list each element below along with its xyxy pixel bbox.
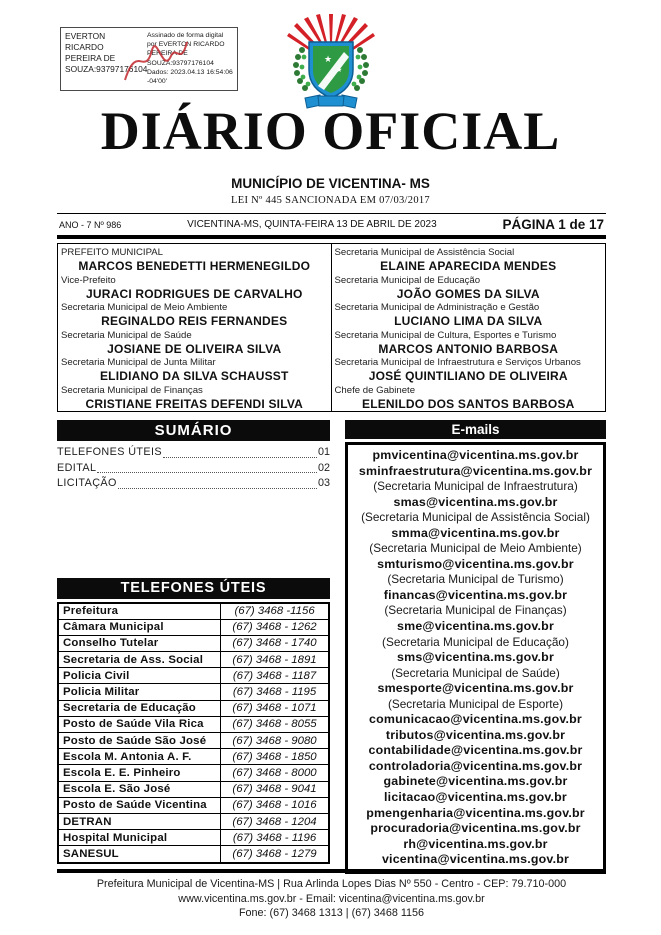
signature-details-text: Assinado de forma digital por EVERTON RICARDO PEREIRA DE SOUZA:93797176104 Dados: 2023.04.13 16:54:06 -04'00' [147,32,233,85]
phone-number: (67) 3468 - 8055 [221,716,329,732]
summary-row [57,476,330,492]
signature-signer-text: EVERTON RICARDO PEREIRA DE SOUZA:93797176104 [65,31,148,74]
municipality-name: MUNICÍPIO DE VICENTINA- MS [231,176,430,191]
summary-label: LICITAÇÃO [57,477,117,489]
summary-dot-leader [97,472,317,473]
phone-entity: Escola E. E. Pinheiro [58,765,221,781]
official-entry [61,274,328,302]
email-line: pmvicentina@vicentina.ms.gov.br [372,448,579,462]
phone-row [58,830,329,846]
summary-dot-leader [163,457,317,458]
email-line: tributos@vicentina.ms.gov.br [385,727,566,742]
phone-entity: Câmara Municipal [58,619,221,635]
email-line: sme@vicentina.ms.gov.br [397,619,554,634]
phone-row [58,668,329,684]
official-name: MARCOS BENEDETTI HERMENEGILDO [78,259,311,273]
phone-number: (67) 3468 - 1740 [221,635,329,651]
phone-entity: SANESUL [58,846,221,863]
phone-entity: Posto de Saúde São José [58,733,221,749]
email-line: (Secretaria Municipal de Esporte) [387,696,564,711]
official-role: Chefe de Gabinete [334,384,416,396]
phone-entity: Policia Civil [58,668,221,684]
main-content [57,420,606,874]
phone-entity: Conselho Tutelar [58,635,221,651]
official-entry [335,246,603,274]
phone-row [58,846,329,863]
phone-entity: DETRAN [58,813,221,829]
phone-entity: Escola M. Antonia A. F. [58,749,221,765]
summary-label: EDITAL [57,461,97,474]
official-role: Secretaria Municipal de Saúde [61,329,192,341]
phone-entity: Secretaria de Educação [58,700,221,716]
email-line: (Secretaria Municipal de Assistência Social) [361,510,590,525]
phones-table [57,602,330,864]
phone-entity: Hospital Municipal [58,830,221,846]
summary-dot-leader [118,488,317,489]
phone-row [58,813,329,829]
email-line: smesporte@vicentina.ms.gov.br [377,681,574,696]
official-entry [61,384,328,412]
phone-number: (67) 3468 - 1196 [221,830,329,846]
official-name: ELIDIANO DA SILVA SCHAUSST [99,369,289,384]
phone-number: (67) 3468 - 1195 [221,684,329,700]
phone-entity: Posto de Saúde Vila Rica [58,716,221,732]
email-line: vicentina@vicentina.ms.gov.br [381,852,570,867]
email-line: sminfraestrutura@vicentina.ms.gov.br [358,463,593,478]
official-name: JOSIANE DE OLIVEIRA SILVA [107,341,282,356]
official-name: JOSÉ QUINTILIANO DE OLIVEIRA [368,369,568,384]
email-line: pmengenharia@vicentina.ms.gov.br [366,805,585,820]
official-entry [61,356,328,384]
official-name: CRISTIANE FREITAS DEFENDI SILVA [85,396,304,411]
summary-page-number: 02 [317,461,330,474]
summary-row [57,445,330,461]
official-entry [61,301,328,329]
phones-header: TELEFONES ÚTEIS [57,578,330,599]
phone-number: (67) 3468 - 1071 [221,700,329,716]
phone-row [58,700,329,716]
email-line: gabinete@vicentina.ms.gov.br [383,774,568,789]
phone-number: (67) 3468 - 1204 [221,813,329,829]
phone-number: (67) 3468 - 8000 [221,765,329,781]
phone-number: (67) 3468 - 9041 [221,781,329,797]
official-role: Secretaria Municipal de Assistência Social [334,247,515,258]
summary-page-number: 01 [317,446,330,458]
official-entry [61,246,328,274]
phone-row [58,765,329,781]
email-line: contabilidade@vicentina.ms.gov.br [368,743,583,758]
email-line: controladoria@vicentina.ms.gov.br [368,758,583,773]
email-line: smas@vicentina.ms.gov.br [393,494,558,509]
email-line: rh@vicentina.ms.gov.br [403,836,548,851]
phone-number: (67) 3468 - 1279 [221,846,329,863]
gazette-title: DIÁRIO OFICIAL [100,101,561,161]
phone-row [58,797,329,813]
official-entry [335,356,603,384]
phone-number: (67) 3468 - 1016 [221,797,329,813]
phone-number: (67) 3468 - 1262 [221,619,329,635]
page-footer [57,869,606,921]
official-role: Secretaria Municipal de Educação [334,274,481,286]
email-line: (Secretaria Municipal de Saúde) [391,665,560,680]
email-line: licitacao@vicentina.ms.gov.br [384,790,567,805]
footer-address: Prefeitura Municipal de Vicentina-MS | Rua Arlinda Lopes Dias Nº 550 - Centro - CEP: 79.710-000 [96,878,567,890]
officials-column-right [332,244,606,411]
email-line: procuradoria@vicentina.ms.gov.br [370,821,581,836]
summary-label: TELEFONES ÚTEIS [57,446,162,458]
crest-shield [309,42,353,98]
phone-entity: Policia Militar [58,684,221,700]
svg-text:★: ★ [324,75,331,82]
left-column [57,420,330,874]
phone-number: (67) 3468 - 1891 [221,652,329,668]
phone-number: (67) 3468 - 9080 [221,733,329,749]
official-role: Secretaria Municipal de Junta Militar [61,357,216,369]
summary-list [57,445,330,492]
phone-number: (67) 3468 - 1187 [221,668,329,684]
official-name: JURACI RODRIGUES DE CARVALHO [85,286,303,301]
right-column [345,420,606,874]
phone-entity: Posto de Saúde Vicentina [58,797,221,813]
phone-entity: Prefeitura [58,603,221,620]
phone-row [58,781,329,797]
footer-phones: Fone: (67) 3468 1313 | (67) 3468 1156 [238,907,425,919]
phone-row [58,733,329,749]
phone-row [58,652,329,668]
phone-row [58,619,329,635]
official-entry [335,384,603,412]
official-role: Secretaria Municipal de Meio Ambiente [61,302,228,314]
law-reference: LEI Nº 445 SANCIONADA EM 07/03/2017 [231,195,430,206]
official-name: LUCIANO LIMA DA SILVA [394,314,543,329]
official-role: Secretaria Municipal de Finanças [61,384,203,396]
official-entry [335,329,603,357]
edition-meta-bar [57,213,606,239]
phone-number: (67) 3468 - 1850 [221,749,329,765]
official-role: Secretaria Municipal de Administração e Gestão [334,302,540,314]
phone-row [58,635,329,651]
official-role: Vice-Prefeito [61,274,116,286]
summary-page-number: 03 [317,477,330,489]
emails-box [345,442,606,874]
email-line: comunicacao@vicentina.ms.gov.br [369,712,582,727]
official-name: ELAINE APARECIDA MENDES [380,259,557,273]
official-name: REGINALDO REIS FERNANDES [101,314,288,329]
email-line: (Secretaria Municipal de Educação) [382,634,569,649]
email-line: (Secretaria Municipal de Turismo) [387,572,564,587]
phone-row [58,749,329,765]
footer-website-email: www.vicentina.ms.gov.br - Email: vicentina@vicentina.ms.gov.br [178,892,485,905]
phone-row [58,684,329,700]
officials-roster [57,243,606,412]
official-entry [335,301,603,329]
edition-date: VICENTINA-MS, QUINTA-FEIRA 13 DE ABRIL DE 2023 [187,219,437,230]
svg-text:★: ★ [323,54,332,64]
official-name: ELENILDO DOS SANTOS BARBOSA [361,396,575,411]
email-line: (Secretaria Municipal de Infraestrutura) [373,479,578,494]
official-role: PREFEITO MUNICIPAL [61,247,163,258]
official-role: Secretaria Municipal de Infraestrutura e Serviços Urbanos [334,357,581,369]
email-line: financas@vicentina.ms.gov.br [383,587,568,602]
official-name: JOÃO GOMES DA SILVA [396,286,540,301]
emails-header: E-mails [345,420,606,439]
summary-row [57,461,330,477]
email-line: (Secretaria Municipal de Finanças) [384,603,567,618]
phone-row [58,716,329,732]
summary-header: SUMÁRIO [57,420,330,441]
email-line: smma@vicentina.ms.gov.br [391,525,560,540]
official-entry [335,274,603,302]
digital-signature-box [60,27,238,91]
email-line: (Secretaria Municipal de Meio Ambiente) [369,541,582,556]
phone-entity: Escola E. São José [58,781,221,797]
official-role: Secretaria Municipal de Cultura, Esportes e Turismo [334,329,557,341]
official-entry [61,329,328,357]
edition-number: ANO - 7 Nº 986 [59,219,122,230]
svg-text:★: ★ [335,67,342,74]
email-line: smturismo@vicentina.ms.gov.br [377,556,574,571]
phone-number: (67) 3468 -1156 [221,603,329,620]
page-indicator: PÁGINA 1 de 17 [502,217,604,232]
phone-row [58,603,329,620]
official-name: MARCOS ANTONIO BARBOSA [378,341,559,356]
email-line: sms@vicentina.ms.gov.br [397,650,554,665]
officials-column-left [58,244,332,411]
phone-entity: Secretaria de Ass. Social [58,652,221,668]
